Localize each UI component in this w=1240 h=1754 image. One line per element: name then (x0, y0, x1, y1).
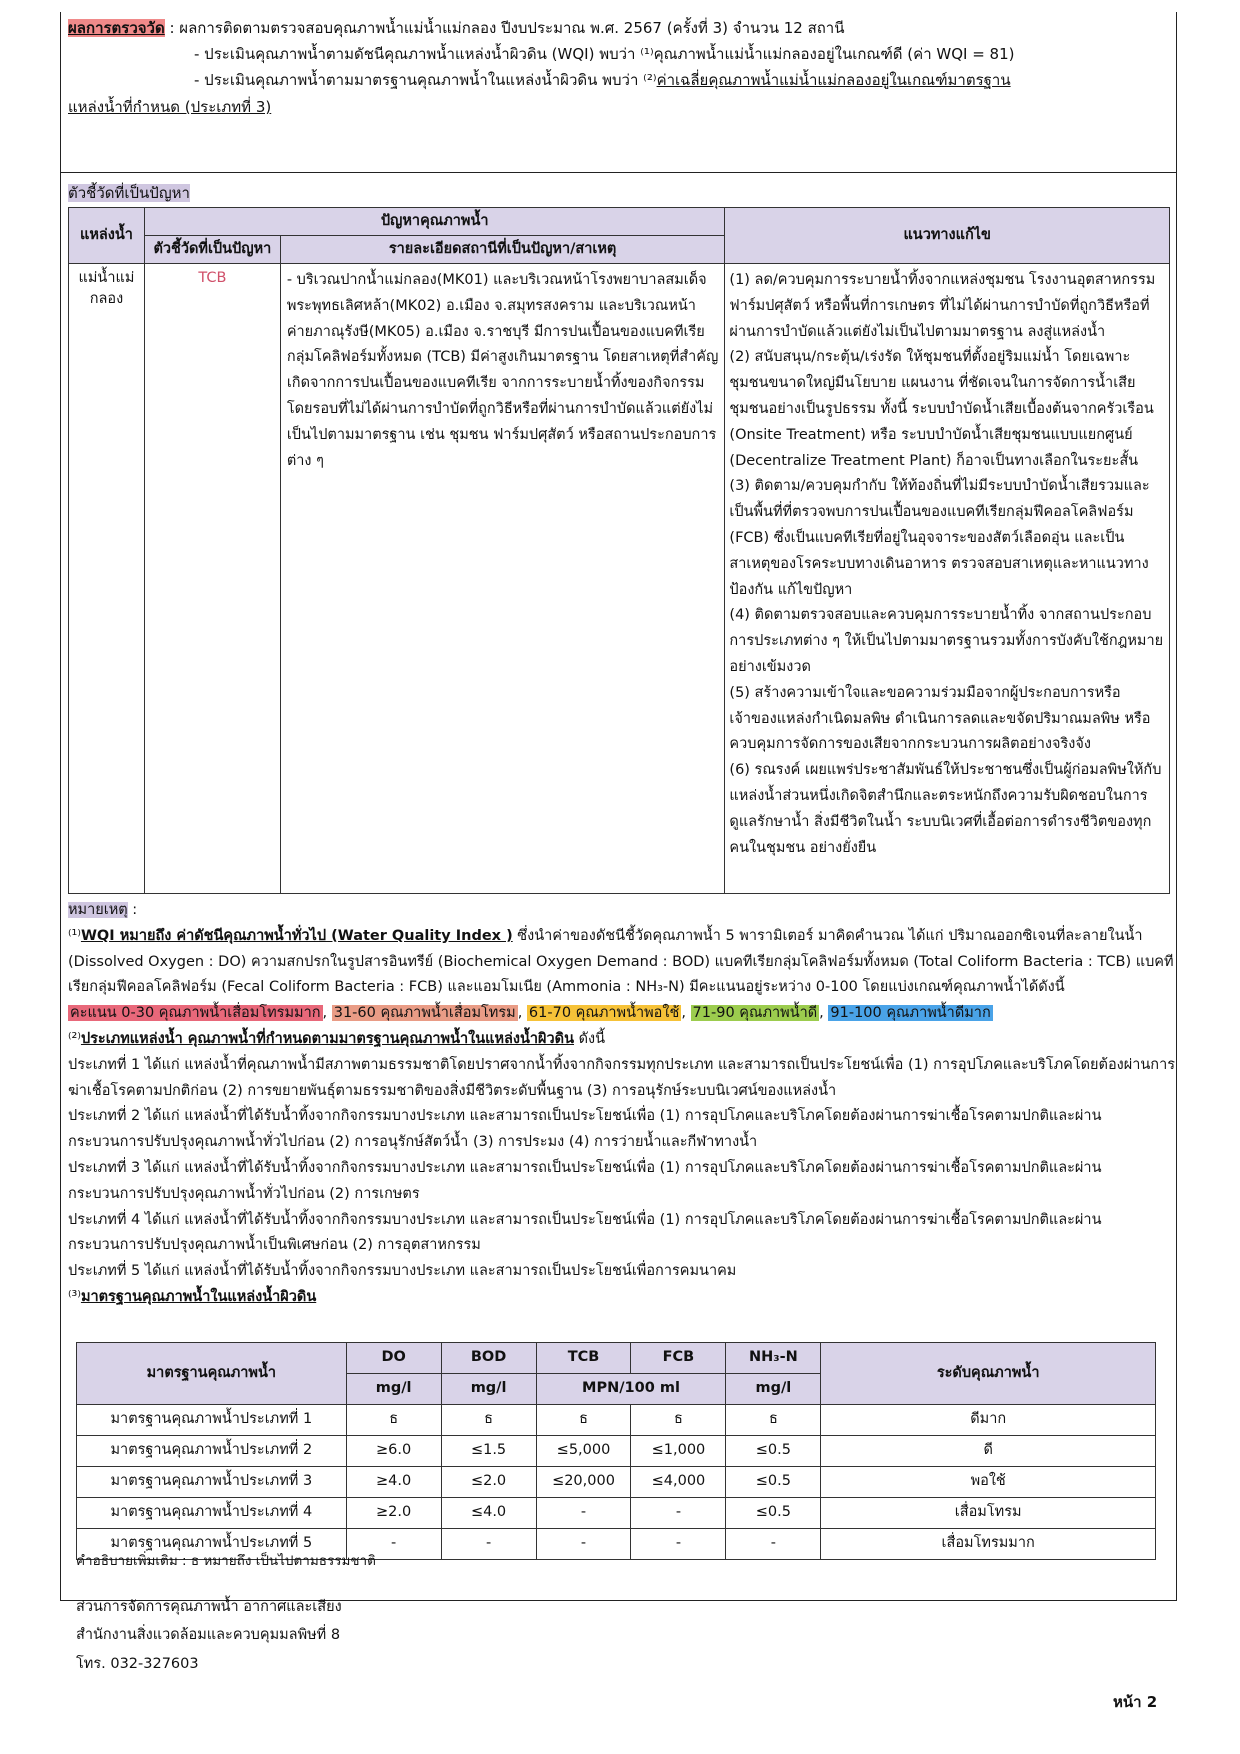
std-level: ดี (821, 1436, 1156, 1467)
std-bod: ≤1.5 (441, 1436, 536, 1467)
std-name: มาตรฐานคุณภาพน้ำประเภทที่ 2 (77, 1436, 347, 1467)
type-item: ประเภทที่ 2 ได้แก่ แหล่งน้ำที่ได้รับน้ำทิ้งจากกิจกรรมบางประเภท และสามารถเป็นประโยชน์เพื่อ (1) การอุปโภคและบริโภคโดยต้องผ่านการฆ่าเชื้อโรคตามปกติและผ่านกระบวนการปรับปรุงคุณภาพน้ำทั่วไปก่อน (2) การอนุรักษ์สัตว์น้ำ (3) การประมง (4) การว่ายน้ำและกีฬาทางน้ำ (68, 1108, 1102, 1151)
std-tcb: - (536, 1498, 631, 1529)
problem-title-text: ตัวชี้วัดที่เป็นปัญหา (68, 184, 190, 202)
footer-office: สำนักงานสิ่งแวดล้อมและควบคุมมลพิษที่ 8 (76, 1627, 341, 1644)
std-unit-nh3: mg/l (726, 1374, 821, 1405)
standard-head: มาตรฐานคุณภาพน้ำในแหล่งน้ำผิวดิน (80, 1288, 317, 1305)
std-name: มาตรฐานคุณภาพน้ำประเภทที่ 3 (77, 1467, 347, 1498)
solution-item: (2) สนับสนุน/กระตุ้น/เร่งรัด ให้ชุมชนที่ตั้งอยู่ริมแม่น้ำ โดยเฉพาะชุมชนขนาดใหญ่มีนโยบาย แผนงาน ที่ชัดเจนในการจัดการน้ำเสียชุมชนอย่างเป็นรูปธรรม ทั้งนี้ ระบบบำบัดน้ำเสียเบื้องต้นจากครัวเรือน (Onsite Treatment) หรือ ระบบบำบัดน้ำเสียชุมชนแบบแยกศูนย์ (Decentralize Treatment Plant) ก็อาจเป็นทางเลือกในระยะสั้น (729, 349, 1154, 469)
type-tail: ดังนี้ (574, 1030, 606, 1047)
std-header-standard: มาตรฐานคุณภาพน้ำ (77, 1343, 347, 1405)
std-bod: ≤2.0 (441, 1467, 536, 1498)
summary-standard-text: - ประเมินคุณภาพน้ำตามมาตรฐานคุณภาพน้ำในแหล่งน้ำผิวดิน พบว่า ⁽²⁾ (194, 70, 657, 89)
std-header-nh3: NH₃-N (726, 1343, 821, 1374)
type-item: ประเภทที่ 3 ได้แก่ แหล่งน้ำที่ได้รับน้ำทิ้งจากกิจกรรมบางประเภท และสามารถเป็นประโยชน์เพื่อ (1) การอุปโภคและบริโภคโดยต้องผ่านการฆ่าเชื้อโรคตามปกติและผ่านกระบวนการปรับปรุงคุณภาพน้ำทั่วไปก่อน (2) การเกษตร (68, 1159, 1102, 1202)
std-nh3: ≤0.5 (726, 1436, 821, 1467)
header-solution: แนวทางแก้ไข (725, 208, 1170, 264)
type-item: ประเภทที่ 5 ได้แก่ แหล่งน้ำที่ได้รับน้ำทิ้งจากกิจกรรมบางประเภท และสามารถเป็นประโยชน์เพื่อการคมนาคม (68, 1263, 737, 1280)
scale-poor: 31-60 คุณภาพน้ำเสื่อมโทรม (333, 1005, 516, 1022)
summary-heading (68, 18, 1168, 40)
std-header-fcb: FCB (631, 1343, 726, 1374)
std-tcb: ≤20,000 (536, 1467, 631, 1498)
std-tcb: ธ (536, 1405, 631, 1436)
standards-row (77, 1467, 1156, 1498)
summary-section (68, 18, 1168, 123)
type-heading (68, 1027, 1176, 1053)
std-fcb: ≤4,000 (631, 1467, 726, 1498)
std-unit-bod: mg/l (441, 1374, 536, 1405)
problem-header-row (69, 208, 1170, 236)
std-header-do: DO (346, 1343, 441, 1374)
problem-solutions (725, 264, 1170, 894)
problem-title (68, 183, 190, 205)
std-do: ≥2.0 (346, 1498, 441, 1529)
type-item: ประเภทที่ 4 ได้แก่ แหล่งน้ำที่ได้รับน้ำทิ้งจากกิจกรรมบางประเภท และสามารถเป็นประโยชน์เพื่อ (1) การอุปโภคและบริโภคโดยต้องผ่านการฆ่าเชื้อโรคตามปกติและผ่านกระบวนการปรับปรุงคุณภาพน้ำเป็นพิเศษก่อน (2) การอุตสาหกรรม (68, 1211, 1102, 1254)
problem-source: แม่น้ำแม่กลอง (69, 264, 145, 894)
type-item: ประเภทที่ 1 ได้แก่ แหล่งน้ำที่คุณภาพน้ำมีสภาพตามธรรมชาติโดยปราศจากน้ำทิ้งจากกิจกรรมทุกประเภท และสามารถเป็นประโยชน์เพื่อ (1) การอุปโภคและบริโภคโดยต้องผ่านการฆ่าเชื้อโรคตามปกติก่อน (2) การขยายพันธุ์ตามธรรมชาติของสิ่งมีชีวิตระดับพื้นฐาน (3) การอนุรักษ์ระบบนิเวศน์ของแหล่งน้ำ (68, 1056, 1176, 1099)
std-nh3: ≤0.5 (726, 1498, 821, 1529)
solution-item: (3) ติดตาม/ควบคุมกำกับ ให้ท้องถิ่นที่ไม่มีระบบบำบัดน้ำเสียรวมและเป็นพื้นที่ที่ตรวจพบการปนเปื้อนของแบคทีเรียกลุ่มฟีคอลโคลิฟอร์ม (FCB) ซึ่งเป็นแบคทีเรียที่อยู่ในอุจจาระของสัตว์เลือดอุ่น และเป็นสาเหตุของโรคระบบทางเดินอาหาร ตรวจสอบสาเหตุและหาแนวทางป้องกัน แก้ไขปัญหา (729, 478, 1150, 598)
footer-address (76, 1593, 342, 1678)
std-name: มาตรฐานคุณภาพน้ำประเภทที่ 1 (77, 1405, 347, 1436)
std-unit-mpn: MPN/100 ml (536, 1374, 726, 1405)
problem-row (69, 264, 1170, 894)
wqi-footnote-mark: ⁽¹⁾ (68, 927, 81, 944)
scale-good: 71-90 คุณภาพน้ำดี (692, 1005, 818, 1022)
std-header-level: ระดับคุณภาพน้ำ (821, 1343, 1156, 1405)
remarks-label: หมายเหตุ (68, 902, 128, 918)
std-level: เสื่อมโทรมมาก (821, 1529, 1156, 1560)
standards-row (77, 1405, 1156, 1436)
remarks-section (68, 898, 1176, 1311)
type-footnote-mark: ⁽²⁾ (68, 1030, 81, 1047)
wqi-definition (68, 924, 1176, 1001)
remarks-colon: : (127, 902, 138, 918)
header-indicator: ตัวชี้วัดที่เป็นปัญหา (144, 236, 280, 264)
std-bod: ≤4.0 (441, 1498, 536, 1529)
solution-item: (1) ลด/ควบคุมการระบายน้ำทิ้งจากแหล่งชุมชน โรงงานอุตสาหกรรม ฟาร์มปศุสัตว์ หรือพื้นที่การเกษตร ที่ไม่ได้ผ่านการบำบัดที่ถูกวิธีหรือที่ผ่านการบำบัดแล้วแต่ยังไม่เป็นไปตามมาตรฐาน ลงสู่แหล่งน้ำ (729, 272, 1156, 340)
scale-very-good: 91-100 คุณภาพน้ำดีมาก (830, 1005, 991, 1022)
std-header-bod: BOD (441, 1343, 536, 1374)
standards-note: คำอธิบายเพิ่มเติม : ธ หมายถึง เป็นไปตามธรรมชาติ (76, 1553, 376, 1569)
std-nh3: - (726, 1529, 821, 1560)
std-header-tcb: TCB (536, 1343, 631, 1374)
std-fcb: - (631, 1498, 726, 1529)
summary-wqi-line: - ประเมินคุณภาพน้ำตามดัชนีคุณภาพน้ำแหล่งน้ำผิวดิน (WQI) พบว่า ⁽¹⁾คุณภาพน้ำแม่น้ำแม่กลองอยู่ในเกณฑ์ดี (ค่า WQI = 81) (194, 44, 1015, 63)
header-source: แหล่งน้ำ (69, 208, 145, 264)
std-do: ≥6.0 (346, 1436, 441, 1467)
page-number: หน้า 2 (1113, 1693, 1158, 1711)
std-nh3: ธ (726, 1405, 821, 1436)
std-bod: - (441, 1529, 536, 1560)
scale-very-poor: คะแนน 0-30 คุณภาพน้ำเสื่อมโทรมมาก (70, 1005, 321, 1022)
std-level: ดีมาก (821, 1405, 1156, 1436)
std-level: พอใช้ (821, 1467, 1156, 1498)
std-bod: ธ (441, 1405, 536, 1436)
problem-detail: - บริเวณปากน้ำแม่กลอง(MK01) และบริเวณหน้าโรงพยาบาลสมเด็จพระพุทธเลิศหล้า(MK02) อ.เมือง จ.สมุทรสงคราม และบริเวณหน้าค่ายภาณุรังษี(MK05) อ.เมือง จ.ราชบุรี มีการปนเปื้อนของแบคทีเรียกลุ่มโคลิฟอร์มทั้งหมด (TCB) มีค่าสูงเกินมาตรฐาน โดยสาเหตุที่สำคัญเกิดจากการปนเปื้อนของแบคทีเรีย จากการระบายน้ำทิ้งของกิจกรรมโดยรอบที่ไม่ได้ผ่านการบำบัดที่ถูกวิธีหรือที่ผ่านการบำบัดแล้วแต่ยังไม่เป็นไปตามมาตรฐาน เช่น ชุมชน ฟาร์มปศุสัตว์ หรือสถานประกอบการต่าง ๆ (280, 264, 725, 894)
standards-row (77, 1436, 1156, 1467)
std-unit-do: mg/l (346, 1374, 441, 1405)
header-problem-group: ปัญหาคุณภาพน้ำ (144, 208, 724, 236)
standard-heading (68, 1285, 1176, 1311)
standard-footnote-mark: ⁽³⁾ (68, 1288, 81, 1305)
summary-standard-type: แหล่งน้ำที่กำหนด (ประเภทที่ 3) (68, 98, 272, 117)
footer-department: ส่วนการจัดการคุณภาพน้ำ อากาศและเสียง (76, 1599, 342, 1615)
summary-standard-result: ค่าเฉลี่ยคุณภาพน้ำแม่น้ำแม่กลองอยู่ในเกณฑ์มาตรฐาน (656, 70, 1011, 89)
wqi-scale: คะแนน 0-30 คุณภาพน้ำเสื่อมโทรมมาก , 31-60 คุณภาพน้ำเสื่อมโทรม , 61-70 คุณภาพน้ำพอใช้ , 71-90 คุณภาพน้ำดี , 91-100 คุณภาพน้ำดีมาก (70, 1005, 991, 1022)
std-fcb: - (631, 1529, 726, 1560)
standards-table (76, 1342, 1156, 1560)
summary-label: ผลการตรวจวัด (68, 19, 165, 37)
standards-header-row (77, 1343, 1156, 1374)
section-divider (60, 172, 1177, 173)
std-tcb: - (536, 1529, 631, 1560)
scale-fair: 61-70 คุณภาพน้ำพอใช้ (528, 1005, 680, 1022)
std-name: มาตรฐานคุณภาพน้ำประเภทที่ 4 (77, 1498, 347, 1529)
solution-item: (5) สร้างความเข้าใจและขอความร่วมมือจากผู้ประกอบการหรือเจ้าของแหล่งกำเนิดมลพิษ ดำเนินการลดและขจัดปริมาณมลพิษ หรือควบคุมการจัดการของเสียจากกระบวนการผลิตอย่างจริงจัง (729, 684, 1151, 753)
remarks-heading (68, 898, 1176, 924)
wqi-head: WQI หมายถึง ค่าดัชนีคุณภาพน้ำทั่วไป (Water Quality Index ) (80, 927, 513, 944)
wqi-text: ซึ่งนำค่าของดัชนีชี้วัดคุณภาพน้ำ 5 พารามิเตอร์ มาคิดคำนวณ ได้แก่ ปริมาณออกซิเจนที่ละลายในน้ำ (Dissolved Oxygen : DO) ความสกปรกในรูปสารอินทรีย์ (Biochemical Oxygen Demand : BOD) แบคทีเรียกลุ่มโคลิฟอร์มทั้งหมด (Total Coliform Bacteria : TCB) แบคทีเรียกลุ่มฟีคอลโคลิฟอร์ม (Fecal Coliform Bacteria : FCB) และแอมโมเนีย (Ammonia : NH₃-N) มีคะแนนอยู่ระหว่าง 0-100 โดยแบ่งเกณฑ์คุณภาพน้ำได้ดังนี้ (68, 927, 1174, 996)
problem-indicator: TCB (144, 264, 280, 894)
std-nh3: ≤0.5 (726, 1467, 821, 1498)
type-head: ประเภทแหล่งน้ำ คุณภาพน้ำที่กำหนดตามมาตรฐานคุณภาพน้ำในแหล่งน้ำผิวดิน (80, 1030, 575, 1047)
footer-phone: โทร. 032-327603 (76, 1655, 199, 1672)
standards-row (77, 1498, 1156, 1529)
problem-table (68, 207, 1170, 894)
std-do: - (346, 1529, 441, 1560)
std-do: ธ (346, 1405, 441, 1436)
std-name: มาตรฐานคุณภาพน้ำประเภทที่ 5 (77, 1529, 347, 1560)
solution-item: (4) ติดตามตรวจสอบและควบคุมการระบายน้ำทิ้ง จากสถานประกอบการประเภทต่าง ๆ ให้เป็นไปตามมาตรฐานรวมทั้งการบังคับใช้กฎหมายอย่างเข้มงวด (729, 607, 1164, 675)
std-do: ≥4.0 (346, 1467, 441, 1498)
std-fcb: ≤1,000 (631, 1436, 726, 1467)
solution-item: (6) รณรงค์ เผยแพร่ประชาสัมพันธ์ให้ประชาชนซึ่งเป็นผู้ก่อมลพิษให้กับแหล่งน้ำส่วนหนึ่งเกิดจิตสำนึกและตระหนักถึงความรับผิดชอบในการดูแลรักษาน้ำ สิ่งมีชีวิตในน้ำ ระบบนิเวศที่เอื้อต่อการดำรงชีวิตของทุกคนในชุมชน อย่างยั่งยืน (729, 762, 1162, 856)
summary-text: : ผลการติดตามตรวจสอบคุณภาพน้ำแม่น้ำแม่กลอง ปีงบประมาณ พ.ศ. 2567 (ครั้งที่ 3) จำนวน 12 สถานี (164, 19, 845, 37)
std-tcb: ≤5,000 (536, 1436, 631, 1467)
summary-standard-line (68, 70, 1168, 92)
header-detail: รายละเอียดสถานีที่เป็นปัญหา/สาเหตุ (280, 236, 725, 264)
std-level: เสื่อมโทรม (821, 1498, 1156, 1529)
std-fcb: ธ (631, 1405, 726, 1436)
